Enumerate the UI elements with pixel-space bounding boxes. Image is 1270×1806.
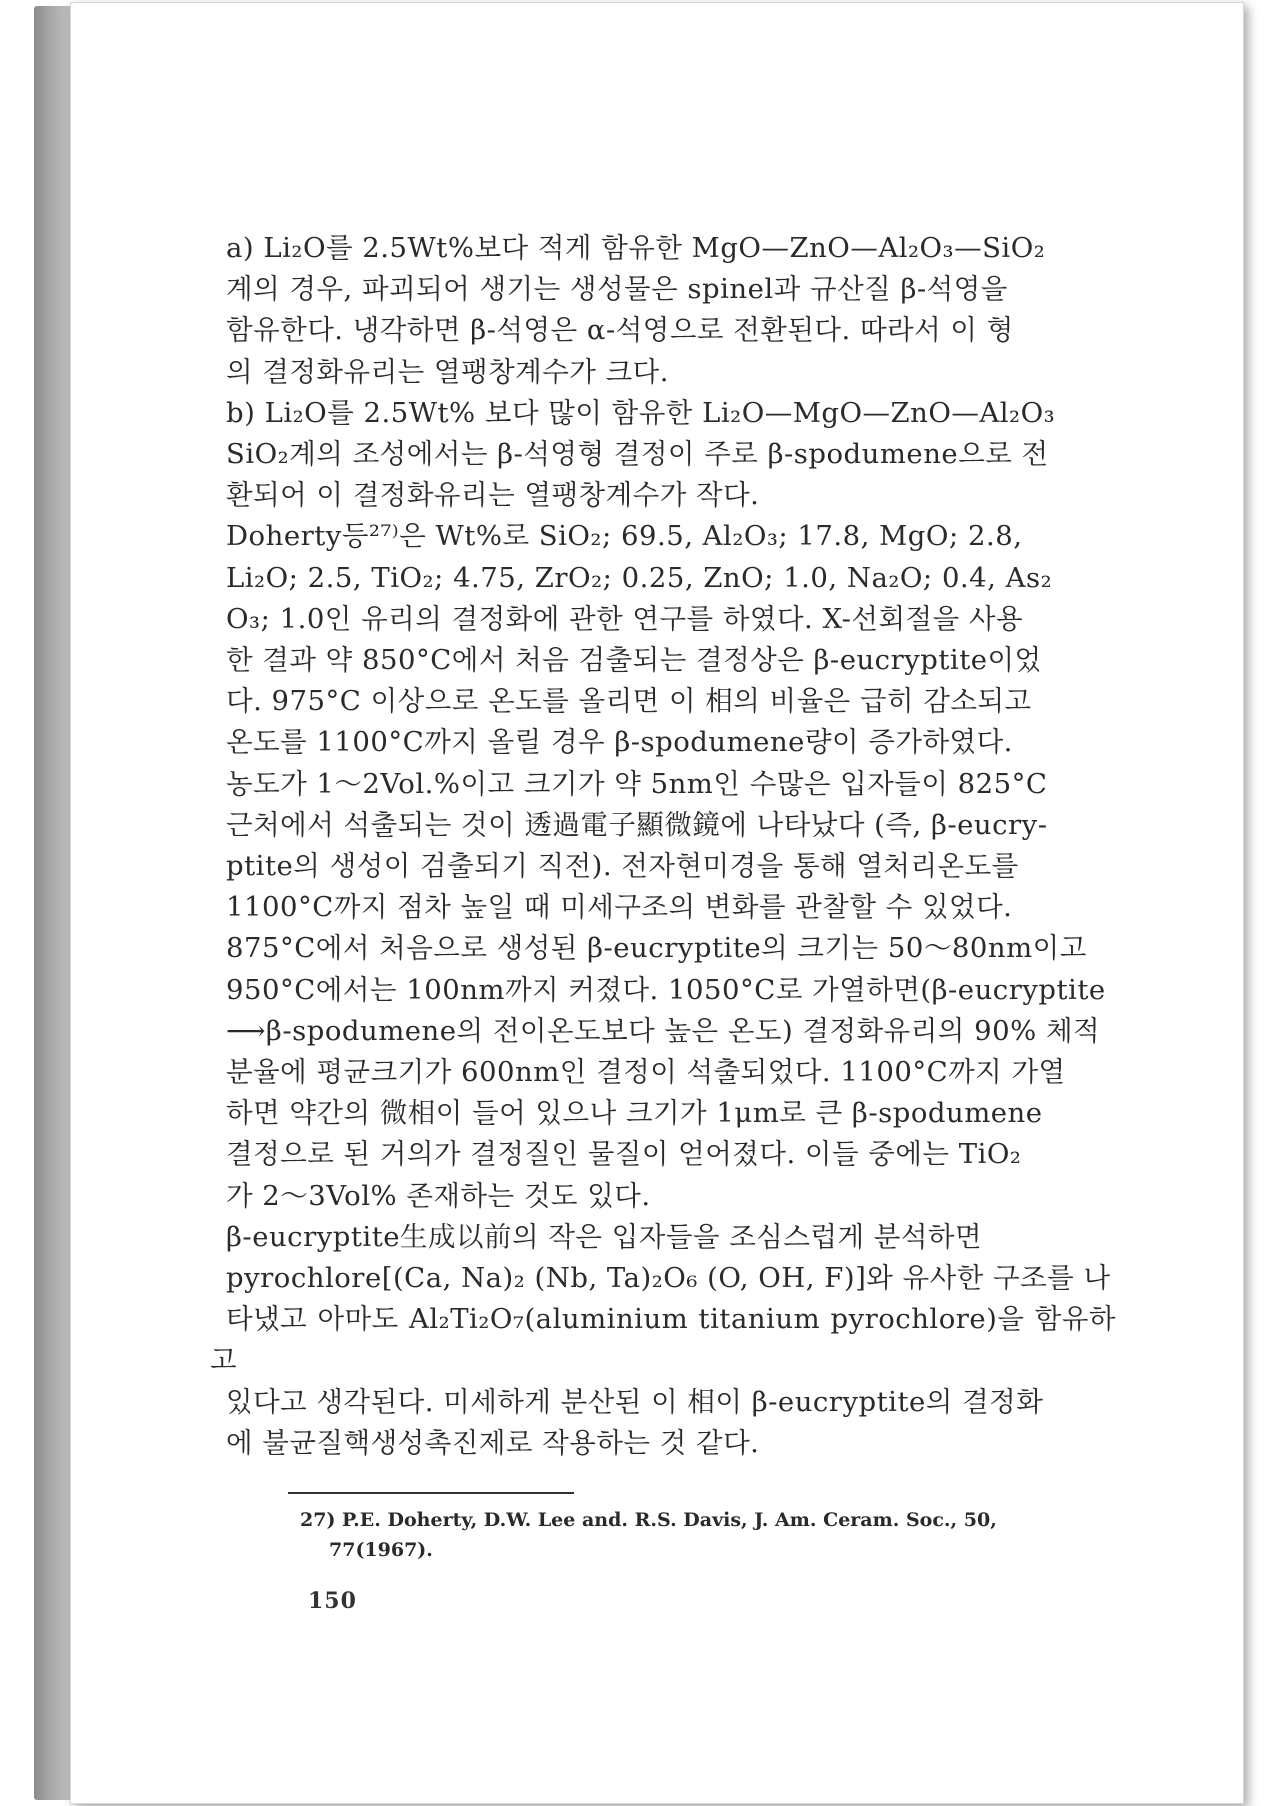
- footnote-line: 27) P.E. Doherty, D.W. Lee and. R.S. Davis, J. Am. Ceram. Soc., 50,: [300, 1509, 997, 1531]
- footnote-divider: [288, 1492, 574, 1494]
- text-line: 950°C에서는 100nm까지 커졌다. 1050°C로 가열하면(β-eucryptite: [226, 973, 1106, 1006]
- text-line: O₃; 1.0인 유리의 결정화에 관한 연구를 하였다. X-선회절을 사용: [226, 602, 1024, 635]
- text-line: 결정으로 된 거의가 결정질인 물질이 얻어졌다. 이들 중에는 TiO₂: [226, 1138, 1022, 1171]
- text-line: 온도를 1100°C까지 올릴 경우 β-spodumene량이 증가하였다.: [226, 726, 1013, 759]
- text-line: SiO₂계의 조성에서는 β-석영형 결정이 주로 β-spodumene으로 전: [226, 438, 1049, 471]
- text-line: ⟶β-spodumene의 전이온도보다 높은 온도) 결정화유리의 90% 체적: [226, 1014, 1101, 1047]
- paragraph-doherty: [210, 516, 1116, 763]
- text-line: Li₂O; 2.5, TiO₂; 4.75, ZrO₂; 0.25, ZnO; 1.0, Na₂O; 0.4, As₂: [226, 561, 1053, 594]
- text-line: ptite의 생성이 검출되기 직전). 전자현미경을 통해 열처리온도를: [226, 850, 1019, 883]
- text-line: 농도가 1～2Vol.%이고 크기가 약 5nm인 수많은 입자들이 825°C: [226, 767, 1048, 800]
- text-line: b) Li₂O를 2.5Wt% 보다 많이 함유한 Li₂O—MgO—ZnO—Al₂O₃: [226, 396, 1056, 429]
- text-line: 한 결과 약 850°C에서 처음 검출되는 결정상은 β-eucryptite이었: [226, 644, 1042, 677]
- footnote-line: 77(1967).: [329, 1539, 433, 1561]
- paragraph-li2o-high: [210, 393, 1116, 517]
- text-line: 에 불균질핵생성촉진제로 작용하는 것 같다.: [226, 1426, 760, 1459]
- text-line: 환되어 이 결정화유리는 열팽창계수가 작다.: [226, 479, 760, 512]
- text-line: pyrochlore[(Ca, Na)₂ (Nb, Ta)₂O₆ (O, OH, F)]와 유사한 구조를 나: [226, 1262, 1111, 1295]
- footnote-27: [300, 1505, 1100, 1565]
- text-line: 가 2～3Vol% 존재하는 것도 있다.: [226, 1179, 651, 1212]
- text-line: 다. 975°C 이상으로 온도를 올리면 이 相의 비율은 급히 감소되고: [226, 685, 1032, 718]
- text-line: 함유한다. 냉각하면 β-석영은 α-석영으로 전환된다. 따라서 이 형: [226, 314, 1014, 347]
- paragraph-li2o-low: [210, 228, 1116, 393]
- paragraph-pyrochlore: [210, 1217, 1116, 1464]
- text-line: 분율에 평균크기가 600nm인 결정이 석출되었다. 1100°C까지 가열: [226, 1056, 1066, 1089]
- text-line: 계의 경우, 파괴되어 생기는 생성물은 spinel과 규산질 β-석영을: [226, 273, 1008, 306]
- text-line: 타냈고 아마도 Al₂Ti₂O₇(aluminium titanium pyrochlore)을 함유하고: [210, 1303, 1116, 1377]
- text-line: 의 결정화유리는 열팽창계수가 크다.: [226, 355, 669, 388]
- text-line: 1100°C까지 점차 높일 때 미세구조의 변화를 관찰할 수 있었다.: [226, 891, 1013, 924]
- text-line: a) Li₂O를 2.5Wt%보다 적게 함유한 MgO—ZnO—Al₂O₃—SiO₂: [226, 232, 1046, 264]
- text-line: 하면 약간의 微相이 들어 있으나 크기가 1μm로 큰 β-spodumene: [226, 1097, 1043, 1130]
- text-line: 있다고 생각된다. 미세하게 분산된 이 相이 β-eucryptite의 결정화: [226, 1385, 1044, 1418]
- text-line: 875°C에서 처음으로 생성된 β-eucryptite의 크기는 50～80nm이고: [226, 932, 1087, 965]
- paragraph-microstructure: [210, 764, 1116, 1217]
- page-number: 150: [308, 1588, 357, 1614]
- body-text: [210, 228, 1116, 1464]
- text-line: Doherty등²⁷⁾은 Wt%로 SiO₂; 69.5, Al₂O₃; 17.8, MgO; 2.8,: [226, 520, 1023, 553]
- text-line: 근처에서 석출되는 것이 透過電子顯微鏡에 나타났다 (즉, β-eucry-: [226, 808, 1048, 841]
- book-page-edges: [34, 6, 74, 1800]
- text-line: β-eucryptite生成以前의 작은 입자들을 조심스럽게 분석하면: [226, 1220, 983, 1253]
